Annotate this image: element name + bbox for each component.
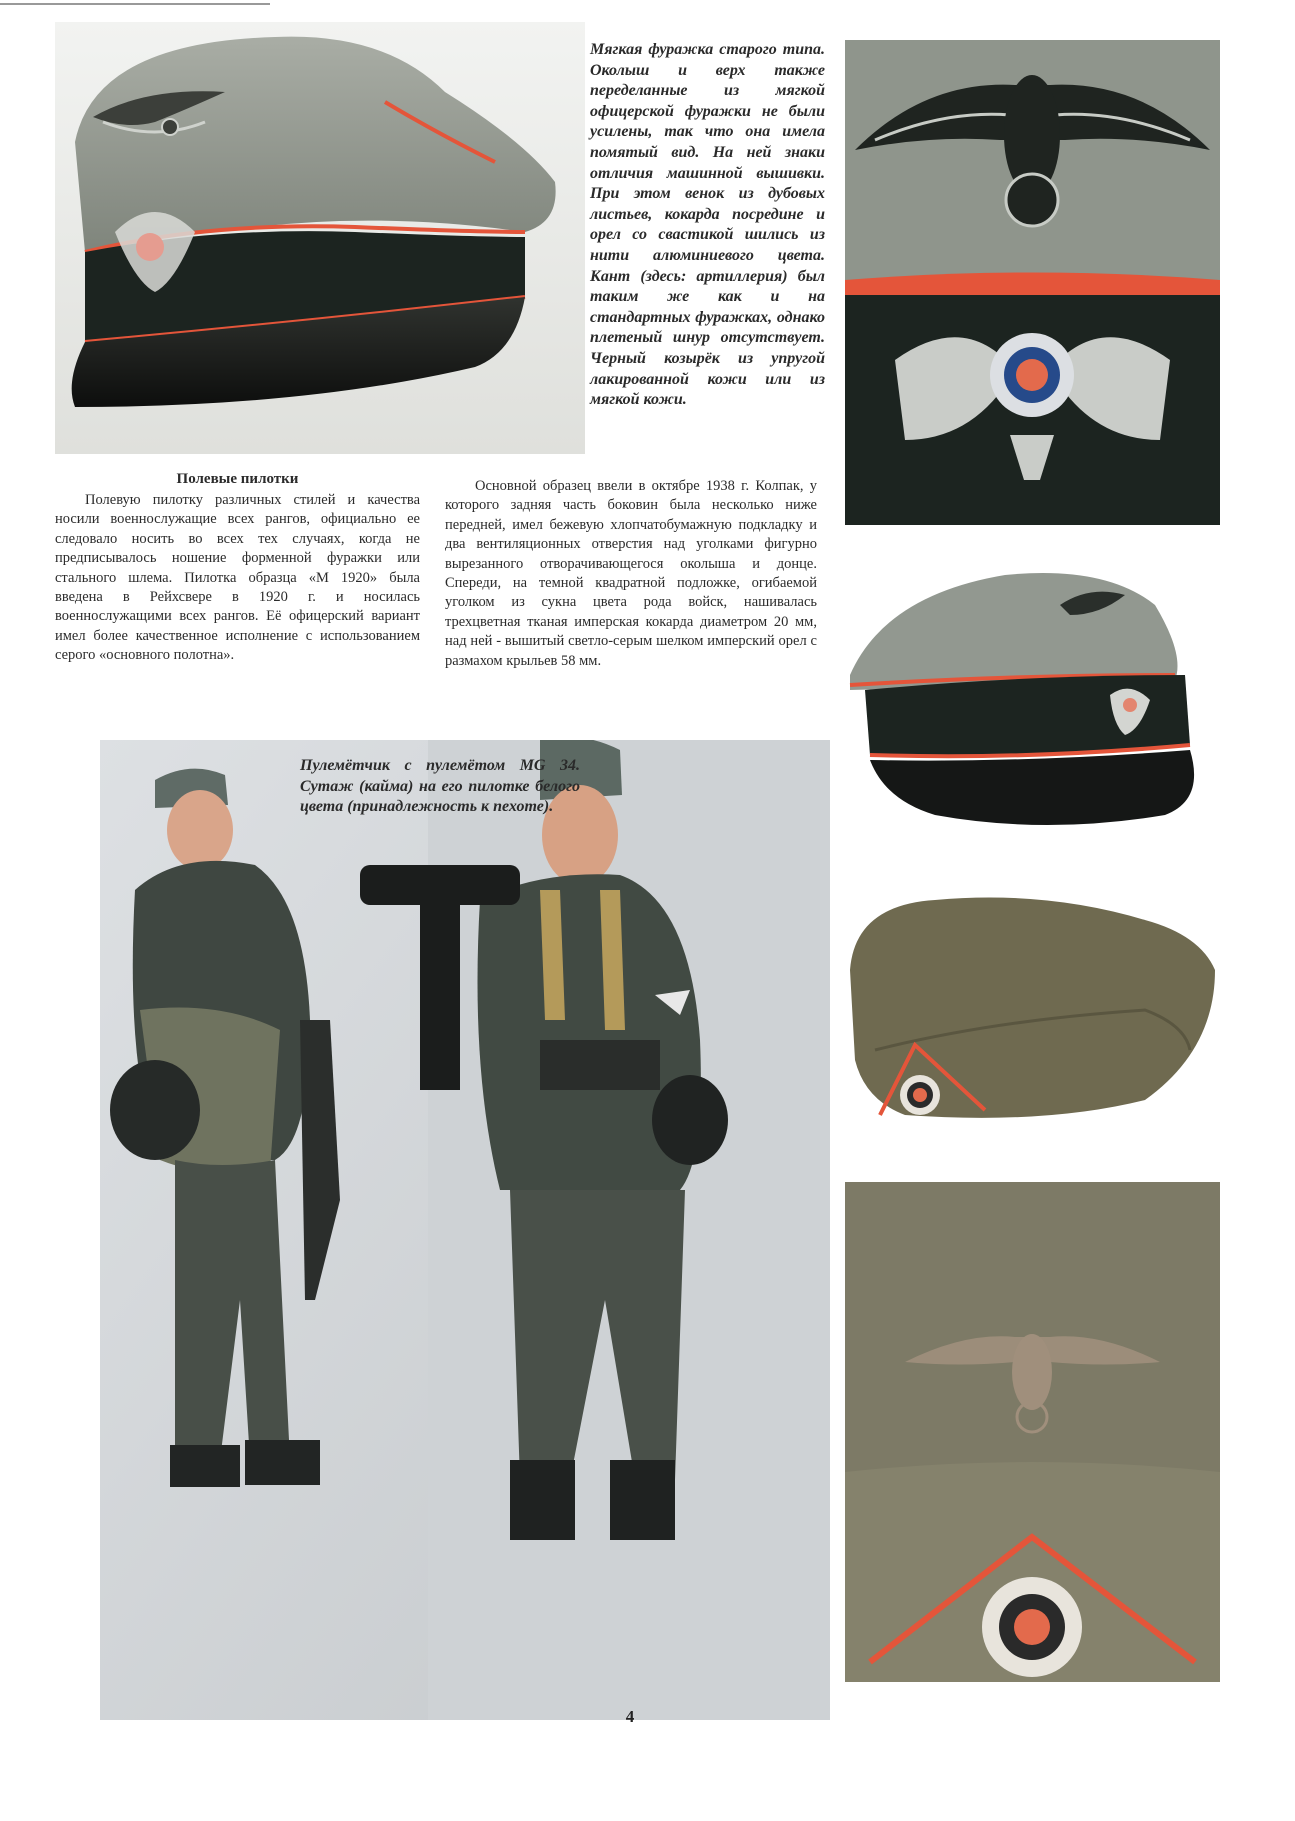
soft-cap-photo [55,22,585,454]
soft-cap-caption: Мягкая фуражка старого типа. Околыш и верх также переделанные из мягкой офицерской фуражки не были усилены, так что она имела помятый вид. На ней знаки отличия машинной вышивки. При этом венок из дубовых листьев, кокарда посредине и орел со свастикой шились из нити алюминиевого цвета. Кант (здесь: артиллерия) был таким же как и на стандартных фуражках, однако плетеный шнур отсутствует. Черный козырёк из упругой лакированной кожи или из мягкой кожи. [590,41,825,409]
page-number: 4 [625,1707,635,1726]
article-right-column [445,477,817,671]
paragraph-field-caps: Полевую пилотку различных стилей и качества носили военнослужащие всех рангов, официально ее следовало носить во всех тех случаях, когда не предписывалось ношение форменной фуражки или стального шлема. Пилотка образца «М 1920» была введена в Рейхсвере в 1920 г. и носилась военнослужащими всех рангов. Её офицерский вариант имел более качественное исполнение с использованием серого «основного полотна». [55,492,420,664]
paragraph-main-pattern: Основной образец ввели в октябре 1938 г. Колпак, у которого задняя часть боковин была несколько ниже передней, имел бежевую хлопчатобумажную подкладку и два вентиляционных отверстия над уголками фигурно вырезанного отворачивающегося околыша и донце. Спереди, на темной квадратной подложке, огибаемой уголком из сукна цвета рода войск, нашивалась трехцветная тканая имперская кокарда диаметром 20 мм, над ней - вышитый светло-серым шелком имперский орел с размахом крыльев 58 мм. [445,478,817,669]
machine-gunner-caption: Пулемётчик с пулемётом MG 34. Сутаж (кайма) на его пилотке белого цвета (принадлежность к пехоте). [300,757,580,816]
cap-insignia-closeup-photo [845,40,1220,525]
top-rule [0,3,270,5]
machine-gunners-photo [100,740,830,1720]
peaked-cap-side-photo [845,545,1220,840]
side-cap-photo [845,880,1220,1152]
side-cap-closeup-photo [845,1182,1220,1682]
article-left-column [55,470,420,666]
section-heading: Полевые пилотки [176,471,299,487]
